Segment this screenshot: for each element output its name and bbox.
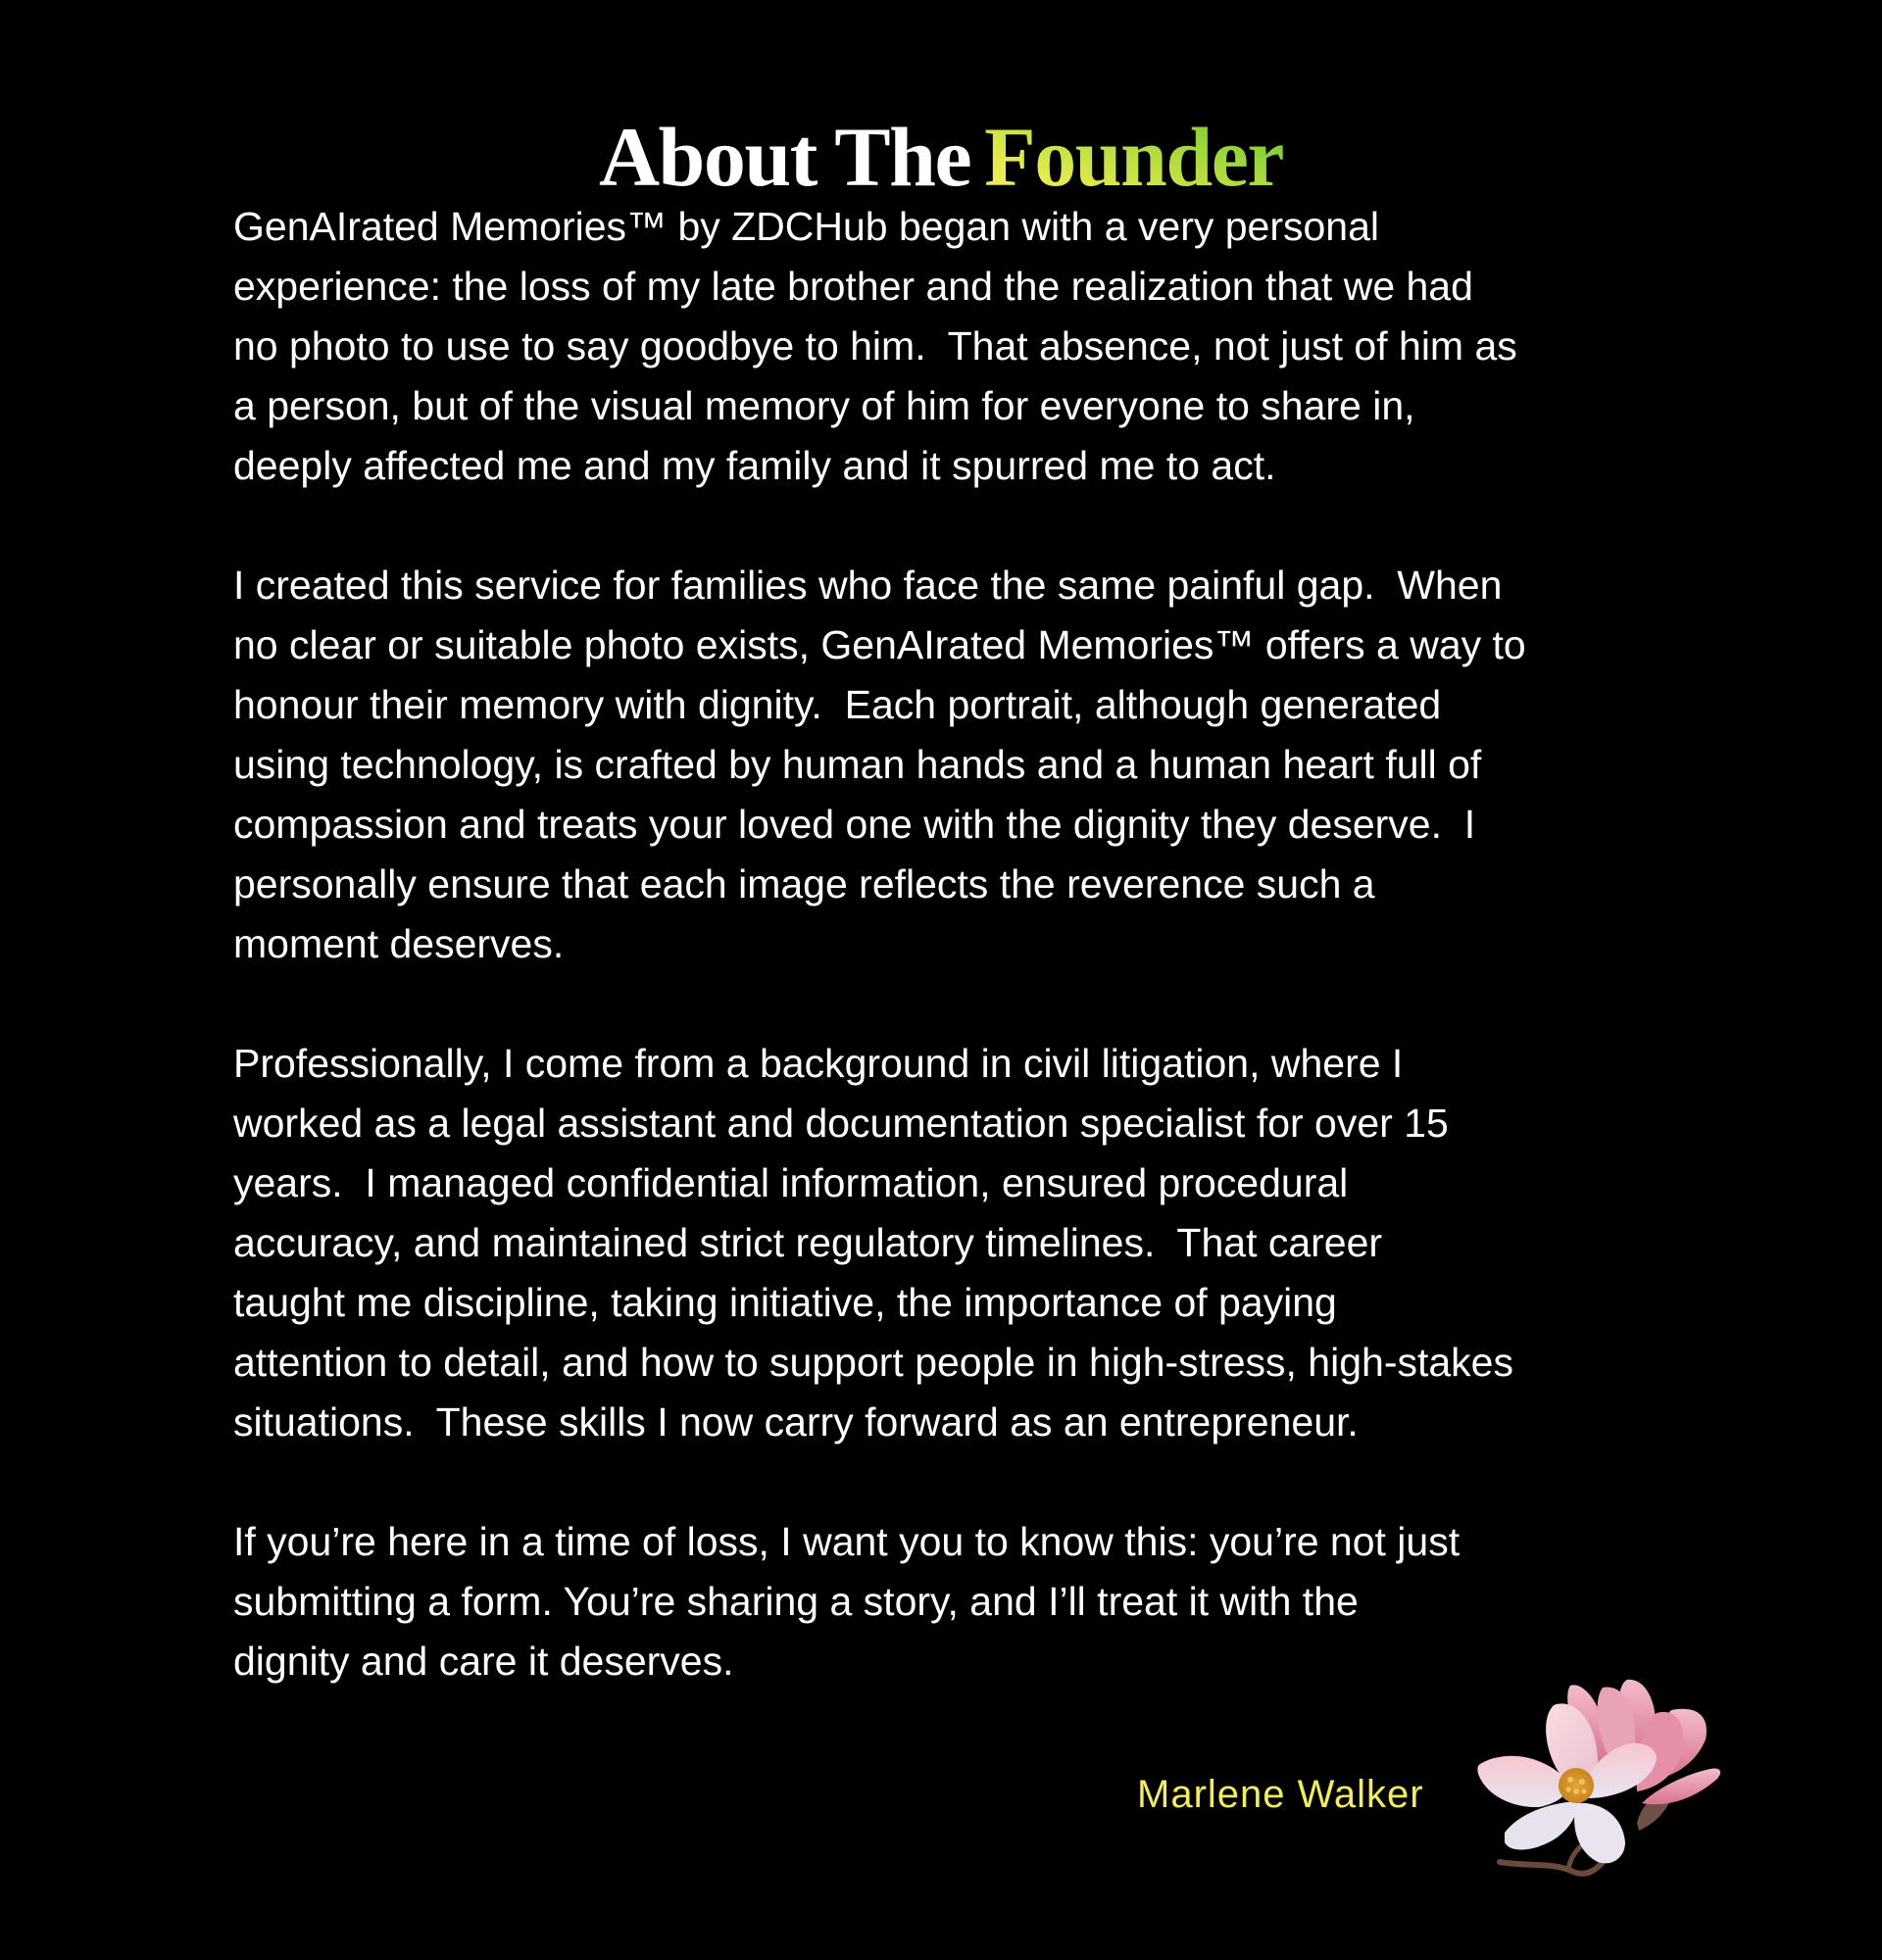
text-line: honour their memory with dignity. Each portrait, although generated	[233, 682, 1442, 727]
founder-story	[233, 197, 1684, 1691]
text-line: no photo to use to say goodbye to him. That absence, not just of him as	[233, 323, 1517, 368]
paragraph-closing	[233, 1512, 1684, 1691]
text-line: worked as a legal assistant and documentation specialist for over 15	[233, 1101, 1449, 1146]
text-line: using technology, is crafted by human hands and a human heart full of	[233, 742, 1482, 787]
paragraph-background	[233, 1034, 1684, 1452]
text-line: a person, but of the visual memory of him for everyone to share in,	[233, 383, 1415, 428]
page-title-prefix: About The	[598, 109, 971, 204]
text-line: no clear or suitable photo exists, GenAIrated Memories™ offers a way to	[233, 622, 1526, 667]
signature: Marlene Walker	[1137, 1773, 1424, 1816]
text-line: GenAIrated Memories™ by ZDCHub began with a very personal	[233, 204, 1380, 249]
text-line: deeply affected me and my family and it spurred me to act.	[233, 443, 1276, 488]
text-line: If you’re here in a time of loss, I want you to know this: you’re not just	[233, 1519, 1461, 1564]
text-line: attention to detail, and how to support people in high-stress, high-stakes	[233, 1340, 1513, 1385]
text-line: submitting a form. You’re sharing a story, and I’ll treat it with the	[233, 1579, 1359, 1624]
text-line: I created this service for families who face the same painful gap. When	[233, 563, 1503, 608]
page-title-accent: Founder	[984, 109, 1284, 204]
text-line: experience: the loss of my late brother and the realization that we had	[233, 264, 1473, 309]
text-line: compassion and treats your loved one with the dignity they deserve. I	[233, 802, 1476, 847]
paragraph-origin	[233, 197, 1684, 496]
text-line: taught me discipline, taking initiative, the importance of paying	[233, 1280, 1337, 1325]
text-line: Professionally, I come from a background in civil litigation, where I	[233, 1041, 1404, 1086]
paragraph-service	[233, 556, 1684, 974]
text-line: years. I managed confidential information, ensured procedural	[233, 1160, 1349, 1205]
text-line: dignity and care it deserves.	[233, 1639, 734, 1684]
text-line: accuracy, and maintained strict regulatory timelines. That career	[233, 1220, 1383, 1265]
text-line: situations. These skills I now carry forward as an entrepreneur.	[233, 1399, 1359, 1445]
text-line: moment deserves.	[233, 921, 565, 966]
page-title	[0, 108, 1882, 206]
text-line: personally ensure that each image reflects the reverence such a	[233, 861, 1375, 906]
magnolia-flower-icon	[1461, 1666, 1725, 1886]
